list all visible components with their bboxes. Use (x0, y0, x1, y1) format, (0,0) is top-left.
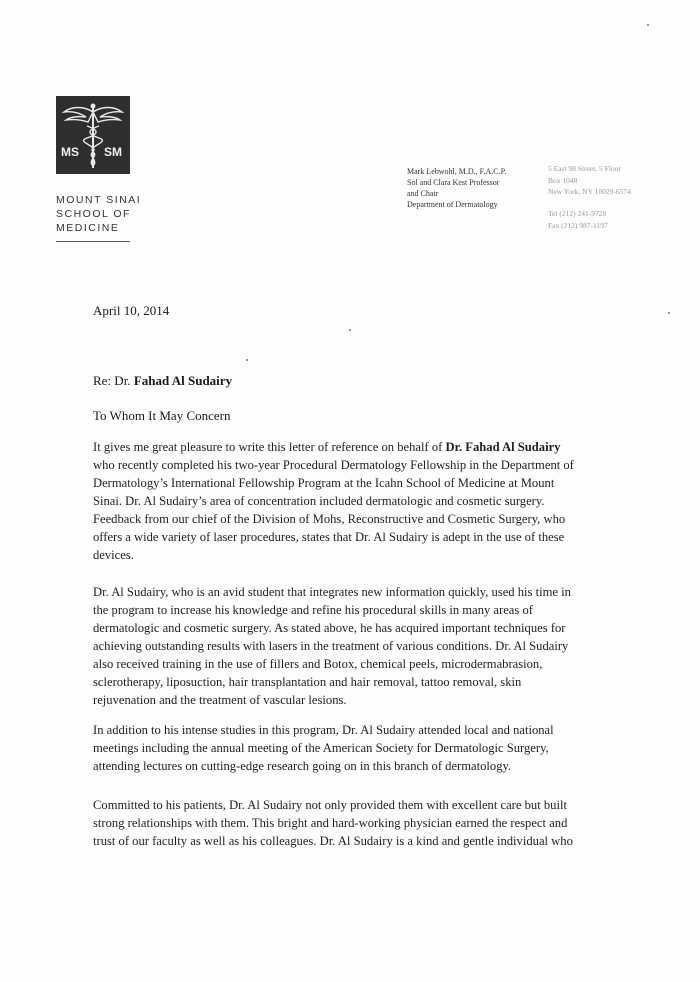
logo-line-1: MOUNT SINAI (56, 194, 142, 206)
paragraph-line: meetings including the annual meeting of the American Society for Dermatologic Surgery, (93, 741, 549, 755)
paragraph-text: It gives me great pleasure to write this letter of reference on behalf of (93, 440, 443, 454)
paragraph-3 (93, 721, 613, 775)
candidate-name: Dr. Fahad Al Sudairy (445, 440, 561, 454)
paragraph-line: sclerotherapy, liposuction, hair transplantation and hair removal, tattoo removal, skin (93, 675, 522, 689)
paragraph-line: achieving outstanding results with lasers in the treatment of various conditions. Dr. Al Sudairy (93, 639, 569, 653)
paragraph-line: Sinai. Dr. Al Sudairy’s area of concentration included dermatologic and cosmetic surgery. (93, 494, 545, 508)
scan-speck (647, 24, 649, 26)
paragraph-line: dermatologic and cosmetic surgery. As stated above, he has acquired important techniques for (93, 621, 566, 635)
salutation: To Whom It May Concern (93, 408, 231, 423)
signatory-title-2: and Chair (407, 189, 439, 198)
letter-subject (93, 373, 232, 389)
logo-line-2: SCHOOL OF (56, 208, 131, 220)
paragraph-2 (93, 583, 613, 709)
paragraph-line: trust of our faculty as well as his colleagues. Dr. Al Sudairy is a kind and gentle individual who (93, 834, 573, 848)
paragraph-line: Dermatology’s International Fellowship Program at the Icahn School of Medicine at Mount (93, 476, 555, 490)
paragraph-line: In addition to his intense studies in this program, Dr. Al Sudairy attended local and national (93, 723, 554, 737)
letter-date: April 10, 2014 (93, 303, 170, 318)
paragraph-line: attending lectures on cutting-edge research going on in this branch of dermatology. (93, 759, 512, 773)
paragraph-line: Committed to his patients, Dr. Al Sudairy not only provided them with excellent care but built (93, 798, 567, 812)
scan-speck (246, 359, 248, 361)
address-line-2: Box 1048 (548, 175, 578, 185)
paragraph-line: rejuvenation and the treatment of vascular lesions. (93, 693, 347, 707)
logo-underline (56, 241, 130, 242)
paragraph-line: who recently completed his two-year Procedural Dermatology Fellowship in the Department of (93, 458, 574, 472)
paragraph-line: the program to increase his knowledge and refine his procedural skills in many areas of (93, 603, 533, 617)
address-line-3: New York, NY 10029-6574 (548, 187, 631, 196)
mount-sinai-logo (56, 96, 130, 174)
svg-text:SM: SM (104, 145, 122, 159)
logo-wordmark (56, 193, 146, 235)
scan-speck (668, 312, 670, 314)
signatory-department: Department of Dermatology (407, 200, 498, 209)
signatory-title-1: Sol and Clara Kest Professor (407, 178, 500, 187)
paragraph-4 (93, 796, 613, 850)
letterhead-signatory (407, 166, 532, 210)
paragraph-line: offers a wide variety of laser procedures, states that Dr. Al Sudairy is adept in the use of these (93, 530, 565, 544)
scan-speck (349, 329, 351, 331)
paragraph-line: strong relationships with them. This bright and hard-working physician earned the respect and (93, 816, 568, 830)
svg-text:MS: MS (61, 145, 79, 159)
subject-label: Re: Dr. (93, 373, 131, 388)
caduceus-icon (56, 96, 130, 174)
paragraph-line: also received training in the use of fillers and Botox, chemical peels, microdermabrasion, (93, 657, 543, 671)
paragraph-1 (93, 438, 613, 564)
subject-name: Fahad Al Sudairy (133, 373, 233, 388)
signatory-name: Mark Lebwohl, M.D., F.A.C.P. (407, 167, 507, 176)
paragraph-line: devices. (93, 548, 134, 562)
paragraph-line (93, 438, 613, 456)
paragraph-line: Feedback from our chief of the Division of Mohs, Reconstructive and Cosmetic Surgery, who (93, 512, 566, 526)
address-line-1: 5 East 98 Street, 5 Floor (548, 164, 621, 173)
logo-line-3: MEDICINE (56, 222, 120, 234)
letterhead-address (548, 163, 658, 198)
fax: Fax (212) 987-1197 (548, 221, 608, 230)
telephone: Tel (212) 241-9728 (548, 209, 607, 218)
letterhead-contact (548, 208, 658, 232)
paragraph-line: Dr. Al Sudairy, who is an avid student that integrates new information quickly, used his time in (93, 585, 571, 599)
